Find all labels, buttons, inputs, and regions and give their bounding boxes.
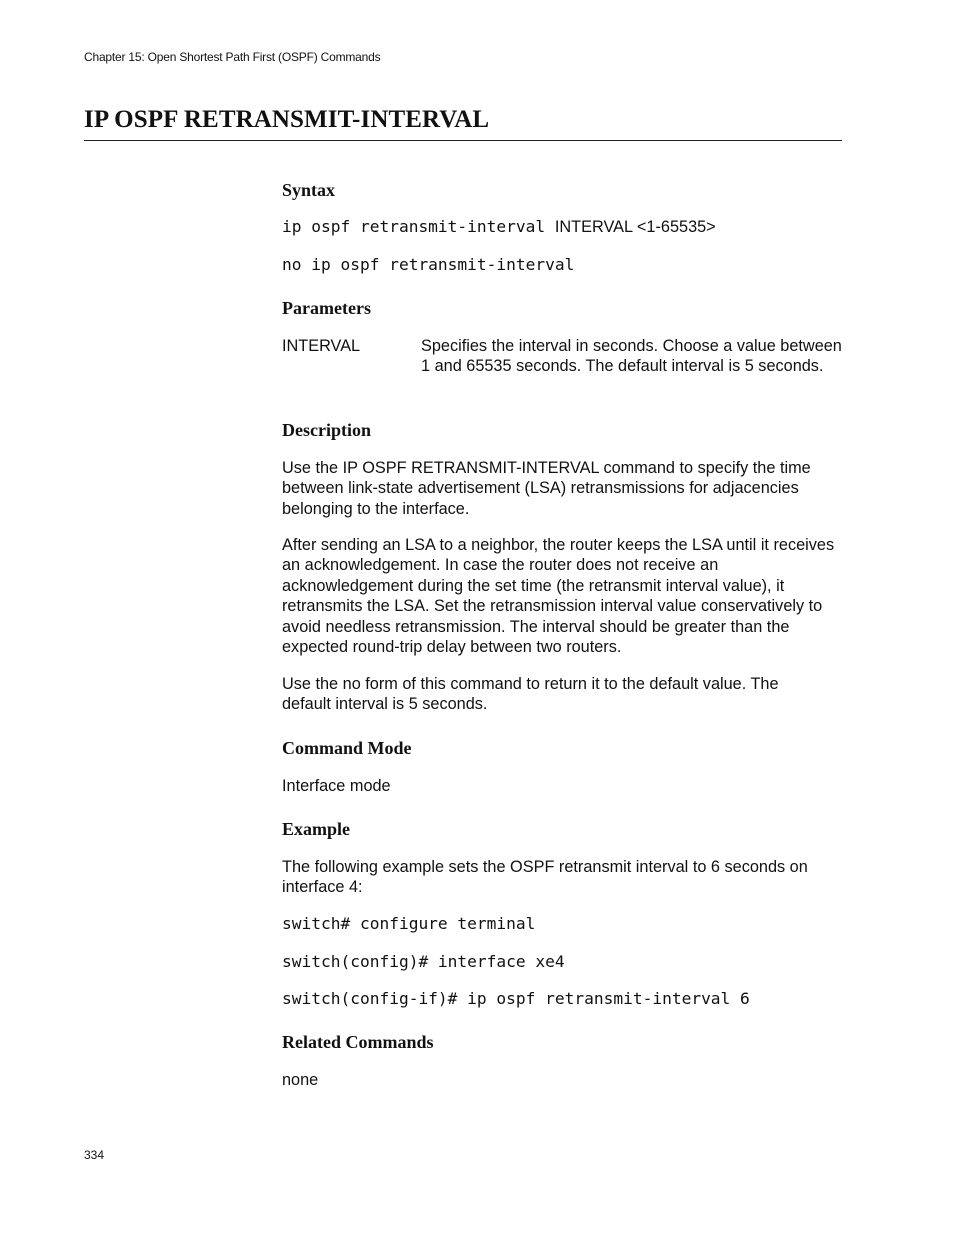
description-paragraph-3: Use the no form of this command to return it to the default value. The default interval is 5 seconds. bbox=[282, 675, 779, 714]
example-intro: The following example sets the OSPF retransmit interval to 6 seconds on interface 4: bbox=[282, 858, 808, 897]
running-header: Chapter 15: Open Shortest Path First (OSPF) Commands bbox=[84, 50, 381, 64]
syntax-line-2: no ip ospf retransmit-interval bbox=[282, 255, 575, 274]
syntax-heading: Syntax bbox=[282, 180, 336, 200]
page-number: 334 bbox=[84, 1148, 105, 1162]
parameter-name: INTERVAL bbox=[282, 337, 361, 355]
syntax-parameter: INTERVAL <1-65535> bbox=[554, 218, 716, 236]
syntax-command: ip ospf retransmit-interval bbox=[282, 217, 546, 236]
command-mode-heading: Command Mode bbox=[282, 738, 412, 758]
title-rule bbox=[84, 140, 842, 141]
example-heading: Example bbox=[282, 819, 351, 839]
description-paragraph-1: Use the IP OSPF RETRANSMIT-INTERVAL command to specify the time between link-state advertisement (LSA) retransmissions for adjacencies belonging to the interface. bbox=[282, 459, 811, 518]
parameters-heading: Parameters bbox=[282, 298, 371, 318]
syntax-line-1 bbox=[282, 217, 716, 237]
related-commands-heading: Related Commands bbox=[282, 1032, 434, 1052]
page-title: IP OSPF RETRANSMIT-INTERVAL bbox=[84, 106, 490, 133]
description-paragraph-2: After sending an LSA to a neighbor, the router keeps the LSA until it receives an acknowledgement. In case the router does not receive an acknowledgement during the set time (the retransmit interval value), it retransmits the LSA. Set the retransmission interval value conservatively to avoid needless retransmission. The interval should be greater than the expected round-trip delay between two routers. bbox=[282, 536, 835, 657]
description-heading: Description bbox=[282, 420, 371, 440]
example-line-2: switch(config)# interface xe4 bbox=[282, 952, 565, 971]
example-line-3: switch(config-if)# ip ospf retransmit-interval 6 bbox=[282, 989, 750, 1008]
related-commands-text: none bbox=[282, 1071, 319, 1089]
parameter-description: Specifies the interval in seconds. Choose a value between 1 and 65535 seconds. The default interval is 5 seconds. bbox=[421, 337, 842, 376]
command-mode-text: Interface mode bbox=[282, 777, 391, 795]
example-line-1: switch# configure terminal bbox=[282, 914, 536, 933]
